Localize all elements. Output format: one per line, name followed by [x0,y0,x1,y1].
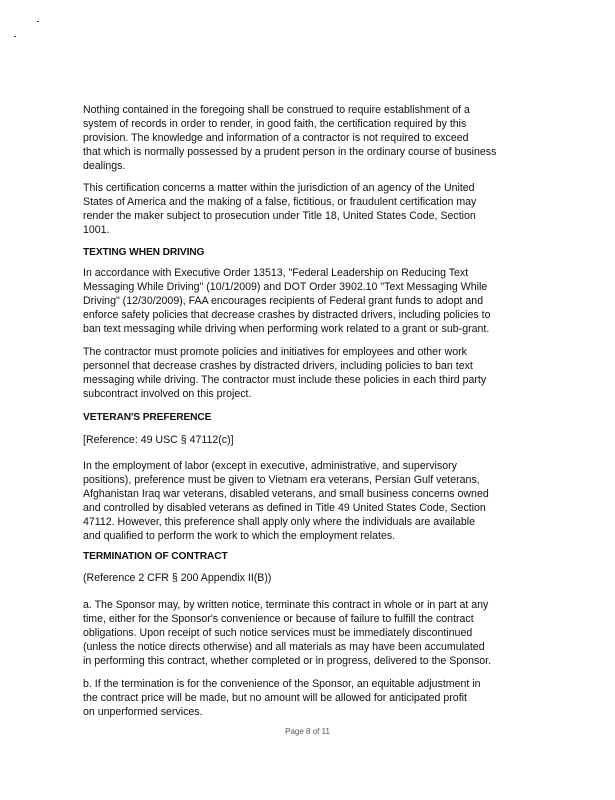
text-line: ban text messaging while driving when performing work related to a grant or sub-grant. [83,323,490,335]
paragraph-records [83,103,553,173]
paragraph-veterans [83,459,553,543]
paragraph-certification [83,181,553,237]
text-line: dealings. [83,160,126,172]
text-line: that which is normally possessed by a prudent person in the ordinary course of business [83,146,497,158]
heading-termination-of-contract: TERMINATION OF CONTRACT [83,551,228,562]
heading-texting-when-driving: TEXTING WHEN DRIVING [83,247,205,258]
text-line: States of America and the making of a false, fictitious, or fraudulent certification may [83,196,477,208]
reference-termination: (Reference 2 CFR § 200 Appendix II(B)) [83,572,272,584]
text-line: b. If the termination is for the convenience of the Sponsor, an equitable adjustment in [83,678,481,690]
text-line: positions), preference must be given to Vietnam era veterans, Persian Gulf veterans, [83,474,480,486]
scan-speck [37,21,39,22]
text-line: Afghanistan Iraq war veterans, disabled veterans, and small business concerns owned [83,488,489,500]
text-line: In the employment of labor (except in executive, administrative, and supervisory [83,460,457,472]
text-line: 47112. However, this preference shall apply only where the individuals are available [83,516,476,528]
heading-veterans-preference: VETERAN'S PREFERENCE [83,412,212,423]
text-line: enforce safety policies that decrease crashes by distracted drivers, including policies to [83,309,491,321]
text-line: on unperformed services. [83,706,203,718]
text-line: personnel that decrease crashes by distracted drivers, including policies to ban text [83,360,473,372]
text-line: in performing this contract, whether completed or in progress, delivered to the Sponsor. [83,655,492,667]
paragraph-termination-a [83,598,553,668]
text-line: obligations. Upon receipt of such notice services must be immediately discontinued [83,627,473,639]
paragraph-contractor-policies [83,345,553,401]
text-line: provision. The knowledge and information of a contractor is not required to exceed [83,132,469,144]
text-line: time, either for the Sponsor's convenience or because of failure to fulfill the contract [83,613,474,625]
text-line: subcontract involved on this project. [83,388,252,400]
text-line: Messaging While Driving" (10/1/2009) and DOT Order 3902.10 "Text Messaging While [83,281,488,293]
reference-veterans: [Reference: 49 USC § 47112(c)] [83,434,234,446]
text-line: the contract price will be made, but no amount will be allowed for anticipated profit [83,692,467,704]
paragraph-executive-order [83,266,553,336]
text-line: and qualified to perform the work to which the employment relates. [83,530,396,542]
text-line: render the maker subject to prosecution under Title 18, United States Code, Section [83,210,476,222]
page-number: Page 8 of 11 [285,727,330,736]
text-line: This certification concerns a matter within the jurisdiction of an agency of the United [83,182,475,194]
text-line: Nothing contained in the foregoing shall be construed to require establishment of a [83,104,470,116]
text-line: Driving" (12/30/2009), FAA encourages recipients of Federal grant funds to adopt and [83,295,484,307]
text-line: and controlled by disabled veterans as defined in Title 49 United States Code, Section [83,502,486,514]
scan-speck [14,36,16,37]
text-line: system of records in order to render, in good faith, the certification required by this [83,118,467,130]
paragraph-termination-b [83,677,553,719]
text-line: messaging while driving. The contractor must include these policies in each third party [83,374,487,386]
text-line: (unless the notice directs otherwise) and all materials as may have been accumulated [83,641,485,653]
text-line: In accordance with Executive Order 13513, "Federal Leadership on Reducing Text [83,267,469,279]
text-line: a. The Sponsor may, by written notice, terminate this contract in whole or in part at any [83,599,489,611]
text-line: The contractor must promote policies and initiatives for employees and other work [83,346,467,358]
text-line: 1001. [83,224,110,236]
